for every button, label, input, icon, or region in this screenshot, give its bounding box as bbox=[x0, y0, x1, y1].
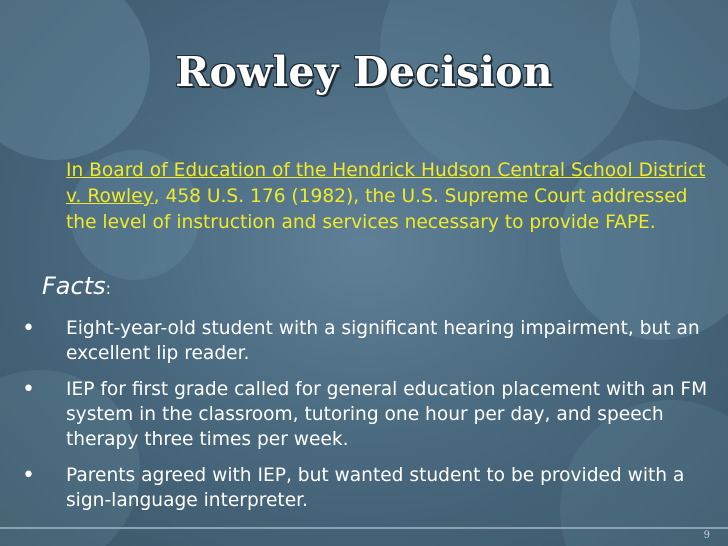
intro-paragraph bbox=[66, 158, 706, 236]
case-citation-link[interactable]: In Board of Education of the Hendrick Hudson Central School District v. Rowley bbox=[66, 160, 706, 207]
facts-heading-label: Facts bbox=[42, 272, 106, 300]
facts-bullet-list bbox=[20, 316, 710, 524]
bullet-item bbox=[20, 316, 710, 366]
bullet-item bbox=[20, 463, 710, 513]
slide-title: Rowley Decision bbox=[175, 48, 553, 96]
facts-heading-colon: : bbox=[105, 279, 112, 298]
bullet-text: IEP for first grade called for general education placement with an FM system in the classroom, tutoring one hour per day, and speech therapy three times per week. bbox=[66, 379, 708, 450]
footer-divider bbox=[0, 527, 728, 529]
bullet-icon: • bbox=[22, 377, 35, 402]
bullet-item bbox=[20, 377, 710, 452]
facts-heading bbox=[42, 272, 111, 300]
bullet-icon: • bbox=[22, 316, 35, 341]
bullet-text: Parents agreed with IEP, but wanted student to be provided with a sign-language interpreter. bbox=[66, 465, 685, 511]
page-number: 9 bbox=[703, 530, 710, 541]
bullet-icon: • bbox=[22, 463, 35, 488]
intro-text: , 458 U.S. 176 (1982), the U.S. Supreme Court addressed the level of instruction and services necessary to provide FAPE. bbox=[66, 186, 688, 233]
bullet-text: Eight-year-old student with a significant hearing impairment, but an excellent lip reader. bbox=[66, 318, 700, 364]
